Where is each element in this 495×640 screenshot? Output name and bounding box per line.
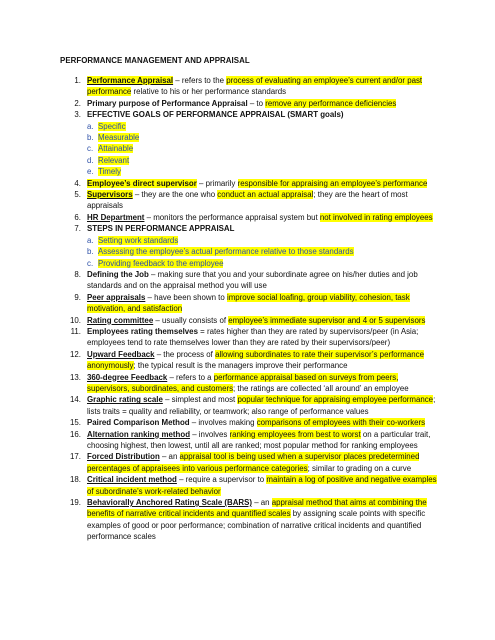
list-item-text	[87, 497, 438, 543]
list-item-text	[87, 315, 438, 326]
list-item-text	[98, 258, 438, 269]
sub-list-item	[60, 235, 438, 246]
highlighted-text: Relevant	[98, 155, 130, 165]
sub-list-item	[60, 246, 438, 257]
term-label: Defining the Job	[87, 269, 149, 279]
list-item-text	[87, 212, 438, 223]
list-item-number: 14.	[70, 395, 81, 405]
text-run: ; lists traits = quality and reliability, or teamwork; also range of performance values	[87, 395, 436, 416]
list-item	[60, 417, 438, 428]
list-item	[60, 109, 438, 120]
highlighted-text: Measurable	[98, 133, 140, 143]
list-item-number: 8.	[74, 269, 81, 279]
term-label: Forced Distribution	[87, 452, 160, 462]
term-label: 360-degree Feedback	[87, 372, 168, 382]
list-item	[60, 349, 438, 372]
text-run: ; the typical result is the managers improve their performance	[133, 361, 348, 371]
highlighted-text: appraisal method that aims at combining the benefits of narrative critical incidents and quantified scales	[87, 498, 427, 519]
text-run: – making sure that you and your subordinate agree on his/her duties and job standards and on the appraisal method you will use	[87, 269, 418, 291]
list-item-text	[87, 474, 438, 497]
list-item-text	[87, 269, 438, 292]
list-item	[60, 189, 438, 212]
text-run: = rates higher than they are rated by supervisors/peer (in Asia; employees tend to rate themselves lower than they are rated by their supervisors/peer)	[87, 326, 419, 348]
highlighted-text: Timely	[98, 167, 121, 177]
list-item	[60, 98, 438, 109]
highlighted-text: Supervisors	[87, 190, 133, 200]
text-run: by assigning scale points with specific examples of good or poor performance; combination of narrative critical incidents and quantified performance scales	[87, 509, 426, 542]
highlighted-text: improve social loafing, group viability, cohesion, task motivation, and satisfaction	[87, 292, 410, 314]
sub-list-item	[60, 143, 438, 154]
term-label: Critical incident method	[87, 475, 177, 485]
list-item-text	[87, 372, 438, 395]
text-run: – an	[252, 498, 272, 508]
list-item	[60, 292, 438, 315]
list-item-text	[98, 121, 438, 132]
text-run: – the process of	[154, 349, 216, 359]
list-item-number: 10.	[70, 315, 81, 325]
list-item	[60, 394, 438, 417]
list-item	[60, 269, 438, 292]
list-item-number: 19.	[70, 498, 81, 508]
text-run: – require a supervisor to	[176, 475, 267, 485]
highlighted-text: comparisons of employees with their co-workers	[256, 418, 426, 428]
list-item	[60, 497, 438, 543]
list-item-number: 4.	[74, 178, 81, 188]
list-item-text	[98, 143, 438, 154]
highlighted-text: allowing subordinates to rate their supervisor’s performance anonymously	[87, 349, 424, 371]
highlighted-text: conduct an actual appraisal	[217, 190, 314, 200]
list-item-text	[87, 178, 438, 189]
list-item-number: 15.	[70, 418, 81, 428]
list-item-text	[98, 132, 438, 143]
list-item-number: c.	[87, 144, 94, 154]
list-item-number: 7.	[74, 224, 81, 234]
list-item-number: c.	[87, 258, 94, 268]
text-run: – primarily	[196, 178, 238, 188]
term-label: Alternation ranking method	[87, 429, 191, 439]
text-run: – an	[159, 452, 180, 462]
sub-list-item	[60, 258, 438, 269]
highlighted-text: Attainable	[98, 144, 134, 154]
list-item-number: 9.	[74, 292, 81, 302]
list-item-number: e.	[87, 167, 94, 177]
list-item-number: 13.	[70, 372, 81, 382]
list-item-number: 18.	[70, 475, 81, 485]
text-run: – have been shown to	[145, 292, 227, 302]
term-label: STEPS IN PERFORMANCE APPRAISAL	[87, 224, 235, 234]
list-item-text	[87, 109, 438, 120]
list-item-number: 6.	[74, 212, 81, 222]
list-item-text	[87, 429, 438, 452]
list-item-number: 5.	[74, 190, 81, 200]
text-run: – refers to a	[167, 372, 214, 382]
text-run: – to	[247, 98, 266, 108]
highlighted-text: ranking employees from best to worst	[229, 429, 361, 439]
highlighted-text: maintain a log of positive and negative examples of subordinate’s work-related behavior	[87, 475, 437, 496]
list-item	[60, 474, 438, 497]
highlighted-text: Performance Appraisal	[87, 76, 174, 85]
list-item-text	[87, 223, 438, 234]
text-run: – involves	[190, 429, 230, 439]
text-run: – simplest and most	[162, 395, 238, 405]
term-label: Primary purpose of Performance Appraisal	[87, 98, 248, 108]
highlighted-text: popular technique for appraising employee performance	[237, 395, 434, 405]
sub-list-item	[60, 155, 438, 166]
list-item-number: 1.	[74, 76, 81, 85]
list-item-text	[98, 235, 438, 246]
list-item-text	[98, 166, 438, 177]
list-item	[60, 212, 438, 223]
sub-list-item	[60, 132, 438, 143]
term-label: EFFECTIVE GOALS OF PERFORMANCE APPRAISAL (SMART goals)	[87, 110, 344, 120]
highlighted-text: employee’s immediate supervisor and 4 or 5 supervisors	[228, 315, 426, 325]
term-label: Employees rating themselves	[87, 326, 198, 336]
numbered-list	[60, 75, 438, 543]
highlighted-text: Providing feedback to the employee	[98, 258, 224, 268]
term-label: Rating committee	[87, 315, 154, 325]
list-item	[60, 315, 438, 326]
highlighted-text: Setting work standards	[98, 235, 179, 245]
list-item-text	[87, 75, 438, 98]
sub-list-item	[60, 121, 438, 132]
list-item	[60, 223, 438, 234]
highlighted-text: remove any performance deficiencies	[265, 98, 397, 108]
highlighted-text: appraisal tool is being used when a supervisor places predetermined percentages of appraisees into various performance categories	[87, 452, 420, 473]
list-item-text	[87, 394, 438, 417]
list-item-text	[87, 451, 438, 474]
list-item-text	[87, 98, 438, 109]
list-item-text	[87, 292, 438, 315]
list-item	[60, 178, 438, 189]
list-item-text	[87, 417, 438, 428]
text-run: ; they are the heart of most appraisals	[87, 190, 408, 211]
document-title: PERFORMANCE MANAGEMENT AND APPRAISAL	[60, 56, 250, 65]
list-item-text	[98, 246, 438, 257]
highlighted-text: not involved in rating employees	[319, 212, 433, 222]
list-item-text	[87, 189, 438, 212]
list-item-number: a.	[87, 121, 94, 131]
list-item-number: 2.	[74, 98, 81, 108]
text-run: – usually consists of	[153, 315, 229, 325]
term-label: Graphic rating scale	[87, 395, 163, 405]
text-run: on a particular trait, choosing highest, then lowest, until all are ranked; most popular method for ranking employees	[87, 429, 431, 450]
term-label: HR Department	[87, 212, 145, 222]
sub-list-item	[60, 166, 438, 177]
text-run: – refers to the	[173, 76, 227, 85]
list-item-text	[98, 155, 438, 166]
list-item-text	[87, 349, 438, 372]
highlighted-text: responsible for appraising an employee’s performance	[237, 178, 428, 188]
list-item-number: 11.	[70, 326, 81, 336]
highlighted-text: Employee’s direct supervisor	[87, 178, 197, 188]
list-item	[60, 451, 438, 474]
highlighted-text: Specific	[98, 121, 126, 131]
highlighted-text: Assessing the employee’s actual performance relative to those standards	[98, 247, 354, 257]
text-run: ; the ratings are collected ‘all around’ an employee	[233, 383, 409, 393]
list-item	[60, 372, 438, 395]
text-run: – involves making	[189, 418, 257, 428]
list-item	[60, 429, 438, 452]
list-item-number: 3.	[74, 110, 81, 120]
text-run: – they are the one who	[132, 190, 218, 200]
list-item	[60, 75, 438, 98]
highlighted-text: process of evaluating an employee’s current and/or past performance	[87, 76, 423, 97]
text-run: relative to his or her performance standards	[131, 87, 287, 97]
highlighted-text: performance appraisal based on surveys from peers, supervisors, subordinates, and customers	[87, 372, 399, 393]
term-label: Peer appraisals	[87, 292, 146, 302]
list-item-number: a.	[87, 235, 94, 245]
term-label: Upward Feedback	[87, 349, 155, 359]
term-label: Behaviorally Anchored Rating Scale (BARS)	[87, 498, 253, 508]
term-label: Paired Comparison Method	[87, 418, 190, 428]
text-run: ; similar to grading on a curve	[307, 463, 412, 473]
list-item-number: b.	[87, 247, 94, 257]
list-item-number: 16.	[70, 429, 81, 439]
list-item-number: 17.	[70, 452, 81, 462]
list-item-number: d.	[87, 155, 94, 165]
list-item	[60, 326, 438, 349]
text-run: – monitors the performance appraisal system but	[144, 212, 320, 222]
list-item-number: 12.	[70, 349, 81, 359]
list-item-text	[87, 326, 438, 349]
list-item-number: b.	[87, 133, 94, 143]
